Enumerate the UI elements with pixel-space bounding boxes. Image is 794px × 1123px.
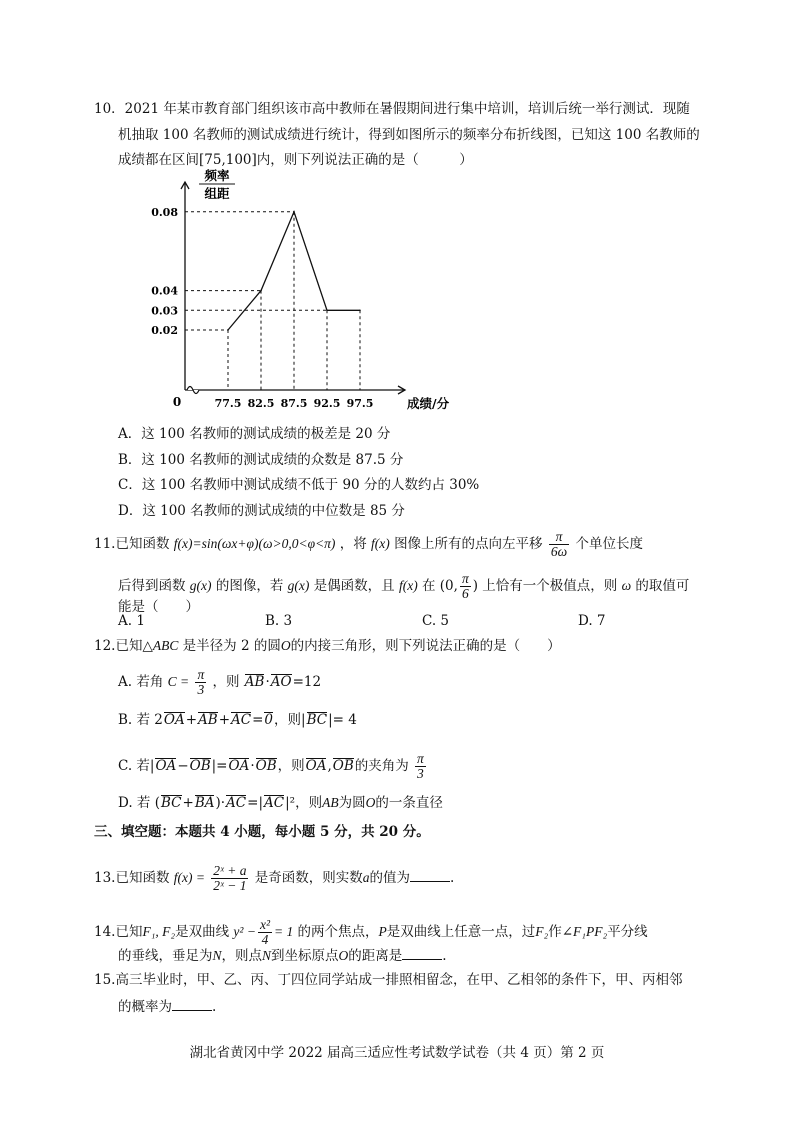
q12-d-o: O: [365, 795, 376, 810]
q11-frac-den: 6ω: [550, 544, 568, 559]
q11-l2b: 的图像，若: [215, 578, 284, 594]
q14-text-b: 是双曲线: [175, 924, 230, 940]
frequency-polyline: [228, 212, 360, 330]
q14-y2: y² −: [233, 924, 256, 939]
q12-c-mid3: 的夹角为: [354, 758, 409, 774]
q11-interval-den: 6: [461, 586, 469, 601]
q14-o: O: [338, 948, 349, 963]
x-axis-break: [187, 387, 199, 394]
q11-line2: [118, 572, 689, 601]
q12-abc: ABC: [152, 638, 179, 653]
y-tick-label: 0.02: [151, 324, 178, 337]
q13-num: 2ˣ + a: [213, 863, 247, 878]
q11-interval-fraction: [460, 572, 471, 601]
q14-end: .: [442, 948, 447, 964]
q12-c-vector-ob3: OB: [332, 758, 354, 774]
q14-l2c: 到坐标原点: [271, 948, 339, 964]
y-axis-label-bottom: 组距: [204, 186, 230, 201]
q12-b-vector-bc: BC: [306, 712, 328, 728]
q13-fraction: [211, 864, 248, 893]
q11-l2f: 的取值可: [635, 578, 690, 594]
section-three-heading: 三、填空题：本题共 4 小题，每小题 5 分，共 20 分。: [94, 824, 430, 840]
x-tick-label: 92.5: [313, 397, 341, 410]
q14-l2d: 的距离是: [348, 948, 403, 964]
q15-answer-blank[interactable]: [172, 996, 212, 1011]
data-point: [293, 211, 295, 213]
q12-c-mid2: ，则: [277, 758, 305, 774]
y-tick-label: 0.03: [151, 304, 178, 318]
q10-option-c: C．这 100 名教师中测试成绩不低于 90 分的人数约占 30%: [118, 477, 480, 493]
q11-interval-open: (0,: [439, 578, 458, 594]
q10-option-b: B．这 100 名教师的测试成绩的众数是 87.5 分: [118, 452, 404, 468]
x-axis-label: 成绩/分: [407, 396, 450, 411]
q12-b-plus1: +: [185, 712, 198, 728]
q12-stem-b: 是半径为 2 的圆: [182, 638, 281, 654]
q11-choice-d: D. 7: [578, 613, 606, 629]
y-tick-label: 0.04: [151, 284, 178, 298]
q12-b-vector-ac: AC: [231, 712, 252, 728]
q12-option-d: [118, 793, 443, 813]
q14-answer-blank[interactable]: [402, 945, 442, 960]
q12-b-zero-vector: 0: [264, 712, 274, 728]
q14-p: P: [378, 924, 387, 939]
q11-shift-fraction: [549, 530, 569, 559]
data-point: [359, 310, 361, 312]
q11-fx3: f(x): [398, 578, 418, 593]
q11-text-a: 11.已知函数: [94, 536, 170, 552]
q12-stem: [94, 636, 561, 656]
q13-var: a: [362, 870, 370, 885]
q11-line3: 能是（ ）: [118, 599, 199, 615]
frequency-polygon-chart: [150, 168, 450, 420]
origin-label: 0: [172, 395, 182, 409]
q12-option-b: [118, 710, 357, 730]
q11-choice-c: C. 5: [422, 613, 450, 629]
q12-b-plus2: +: [218, 712, 231, 728]
q11-frac-num: π: [549, 530, 569, 545]
x-tick-label: 82.5: [247, 397, 275, 410]
y-axis-label-top: 频率: [204, 168, 230, 183]
q14-text-e: 作: [548, 924, 562, 940]
q12-a-den: 3: [197, 682, 205, 697]
q12-d-vector-ac: AC: [226, 795, 247, 811]
q12-b-pre: B. 若 2: [118, 712, 163, 728]
x-tick-label: 77.5: [214, 397, 242, 410]
data-point: [260, 290, 262, 292]
q12-a-eq: =12: [292, 674, 322, 690]
q12-d-vector-ba: BA: [194, 795, 215, 811]
q13-text-c: 的值为: [369, 870, 411, 886]
q14-n2: N: [262, 948, 272, 963]
q11-l2d: 在: [421, 578, 436, 594]
q11-gx2: g(x): [287, 578, 310, 593]
q14-text-a: 14.已知: [94, 924, 143, 940]
q14-f2: F₂: [535, 924, 549, 939]
q15-line2: [118, 996, 216, 1017]
data-point: [227, 329, 229, 331]
q12-b-end: |= 4: [328, 712, 357, 728]
q14-angle: ∠F₁PF₂: [561, 924, 608, 939]
q12-o: O: [280, 638, 291, 653]
y-tick-label: 0.08: [151, 205, 178, 219]
q14-num: x²: [259, 917, 270, 932]
q11-fx2: f(x): [371, 536, 390, 551]
x-tick-label: 97.5: [346, 397, 374, 410]
q11-choice-a: A. 1: [118, 613, 145, 629]
q14-text-f: 平分线: [607, 924, 648, 940]
q12-d-vector-ac2: AC: [264, 795, 285, 811]
q11-interval-close: ): [472, 578, 478, 594]
q15-line1: 15.高三毕业时，甲、乙、丙、丁四位同学站成一排照相留念，在甲、乙相邻的条件下，甲、丙相邻: [94, 972, 683, 988]
q10-option-a: A．这 100 名教师的测试成绩的极差是 20 分: [118, 426, 391, 442]
q12-d-mid4: 为圆: [338, 795, 366, 811]
q15-l2: 的概率为: [118, 999, 172, 1015]
q13-end: .: [450, 870, 455, 886]
q12-c-pre: C. 若|: [118, 758, 155, 774]
q13-answer-blank[interactable]: [410, 867, 450, 882]
q12-d-mid1: )·: [215, 795, 226, 811]
q14-foci: F₁, F₂: [142, 924, 176, 939]
q12-b-vector-ab: AB: [198, 712, 218, 728]
q11-text-d: 个单位长度: [575, 536, 643, 552]
q14-line1: [94, 918, 648, 947]
data-point: [326, 310, 328, 312]
q14-den: 4: [261, 932, 269, 947]
q12-c-num: π: [417, 751, 424, 766]
q12-d-pre: D. 若 (: [118, 795, 160, 811]
q14-text-c: 的两个焦点，: [297, 924, 379, 940]
q12-c-vector-oa2: OA: [228, 758, 250, 774]
q12-a-var: C =: [167, 674, 190, 689]
q12-b-vector-oa: OA: [163, 712, 185, 728]
q14-line2: [118, 945, 447, 966]
q10-line2: 机抽取 100 名教师的测试成绩进行统计，得到如图所示的频率分布折线图，已知这 100 名教师的: [118, 127, 700, 143]
q13-den: 2ˣ − 1: [213, 878, 247, 893]
q12-c-dot: ·: [250, 758, 255, 774]
q12-c-mid1: |=: [211, 758, 228, 774]
q12-c-comma: ,: [327, 758, 332, 774]
q12-a-dot: ·: [265, 674, 270, 690]
q12-a-vector-ab: AB: [244, 674, 265, 690]
q10-line1: 10．2021 年某市教育部门组织该市高中教师在暑假期间进行集中培训，培训后统一举行测试．现随: [94, 101, 690, 117]
q14-text-d: 是双曲线上任意一点，过: [386, 924, 536, 940]
q12-d-ab: AB: [322, 795, 339, 810]
q12-d-end: 的一条直径: [375, 795, 443, 811]
q12-b-eq: =: [252, 712, 264, 728]
q11-l2e: 上恰有一个极值点，则: [482, 578, 618, 594]
x-tick-label: 87.5: [280, 397, 308, 410]
page-footer: 湖北省黄冈中学 2022 届高三适应性考试数学试卷（共 4 页）第 2 页: [189, 1045, 605, 1061]
q12-b-mid: ，则|: [274, 712, 306, 728]
q14-eq: = 1: [274, 924, 294, 939]
q12-option-c: [118, 752, 428, 781]
q11-text-b: ，将: [339, 536, 367, 552]
q11-choice-b: B. 3: [265, 613, 293, 629]
q11-omega: ω: [621, 578, 632, 593]
q12-c-fraction: [415, 752, 426, 781]
q10-line3: 成绩都在区间[75,100]内，则下列说法正确的是（ ）: [118, 152, 473, 168]
q12-d-mid2: =|: [247, 795, 264, 811]
q15-end: .: [212, 999, 217, 1015]
q10-option-d: D．这 100 名教师的测试成绩的中位数是 85 分: [118, 503, 405, 519]
q14-l2b: ，则点: [221, 948, 263, 964]
q11-l2a: 后得到函数: [118, 578, 186, 594]
q11-fx: f(x)=sin(ωx+φ)(ω>0,0<φ<π): [173, 536, 336, 551]
q12-c-vector-ob: OB: [189, 758, 211, 774]
q11-interval-num: π: [461, 571, 469, 586]
q12-c-minus: −: [177, 758, 189, 774]
q12-c-vector-ob2: OB: [255, 758, 277, 774]
q12-option-a: [118, 668, 321, 697]
q12-stem-a: 12.已知△: [94, 638, 153, 654]
q13-fx: f(x) =: [173, 870, 205, 885]
q11-l2c: 是偶函数，且: [313, 578, 395, 594]
q13-text-b: 是奇函数，则实数: [254, 870, 363, 886]
q12-c-vector-oa: OA: [155, 758, 177, 774]
q12-d-vector-bc: BC: [160, 795, 182, 811]
q13-line: [94, 864, 454, 893]
q13-text-a: 13.已知函数: [94, 870, 170, 886]
q12-c-vector-oa3: OA: [305, 758, 327, 774]
q12-a-num: π: [197, 667, 205, 682]
q12-a-pre: A. 若角: [118, 674, 164, 690]
q14-l2a: 的垂线，垂足为: [118, 948, 213, 964]
q11-line1: [94, 530, 643, 559]
q12-a-fraction: [195, 668, 206, 697]
q11-gx: g(x): [189, 578, 212, 593]
q14-n: N: [212, 948, 222, 963]
q12-a-vector-ao: AO: [270, 674, 292, 690]
q12-d-mid3: |²，则: [285, 795, 323, 811]
q14-fraction: [258, 918, 272, 947]
q12-stem-c: 的内接三角形，则下列说法正确的是（ ）: [290, 638, 561, 654]
q11-text-c: 图像上所有的点向左平移: [394, 536, 543, 552]
q12-c-den: 3: [417, 766, 424, 781]
q12-d-plus: +: [182, 795, 194, 811]
q11-choices: [118, 613, 678, 633]
q12-a-mid: ，则: [212, 674, 240, 690]
